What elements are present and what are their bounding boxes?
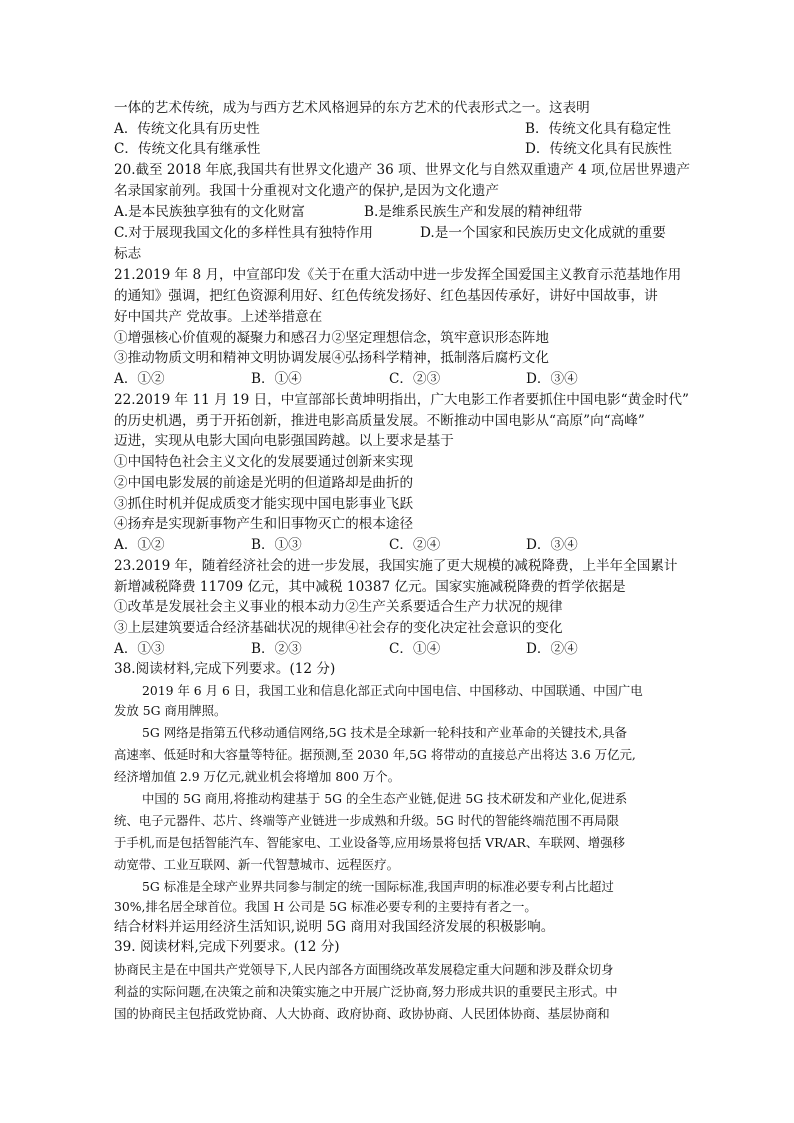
question-21-option-d: D．③④ <box>526 371 578 387</box>
question-19-option-a: A．传统文化具有历史性 <box>114 121 260 137</box>
question-19-stem-tail: 一体的艺术传统，成为与西方艺术风格迥异的东方艺术的代表形式之一。这表明 <box>114 100 590 116</box>
question-21-stem: 的通知》强调，把红色资源利用好、红色传统发扬好、红色基因传承好，讲好中国故事，讲 <box>114 288 658 304</box>
question-19-option-c: C．传统文化具有继承性 <box>114 141 261 157</box>
question-38-material-line: 动宽带、工业互联网、新一代智慧城市、远程医疗。 <box>114 857 399 872</box>
question-23-option-a: A．①③ <box>114 641 165 657</box>
question-19-option-d: D．传统文化具有民族性 <box>525 141 672 157</box>
question-22-statement: ③抓住时机并促成质变才能实现中国电影事业飞跃 <box>114 496 414 512</box>
question-38-material-line: 5G 网络是指第五代移动通信网络,5G 技术是全球新一轮科技和产业革命的关键技术,具备 <box>142 725 627 740</box>
question-38-material-line: 于手机,而是包括智能汽车、智能家电、工业设备等,应用场景将包括 VR/AR、车联网、增强移 <box>114 835 625 850</box>
question-19-option-b: B．传统文化具有稳定性 <box>525 121 671 137</box>
question-20-option-a: A.是本民族独享独有的文化财富 <box>114 204 305 220</box>
question-23-statement: ①改革是发展社会主义事业的根本动力②生产关系要适合生产力状况的规律 <box>114 599 563 615</box>
question-21-option-b: B．①④ <box>251 371 302 387</box>
question-23-stem: 23.2019 年，随着经济社会的进一步发展，我国实施了更大规模的减税降费，上半年全国累计 <box>114 558 678 574</box>
question-23-statement: ③上层建筑要适合经济基础状况的规律④社会存的变化决定社会意识的变化 <box>114 620 563 636</box>
question-38-material-line: 经济增加值 2.9 万亿元,就业机会将增加 800 万个。 <box>114 769 401 784</box>
question-20-option-d: D.是一个国家和民族历史文化成就的重要 <box>420 225 666 241</box>
question-22-stem: 的历史机遇，勇于开拓创新，推进电影高质量发展。不断推动中国电影从“高原”向“高峰” <box>114 413 645 429</box>
question-23-option-b: B．②③ <box>251 641 302 657</box>
question-22-option-b: B．①③ <box>251 537 302 553</box>
question-22-statement: ④扬弃是实现新事物产生和旧事物灭亡的根本途径 <box>114 516 414 532</box>
question-38-material-line: 30%,排名居全球首位。我国 H 公司是 5G 标准必要专利的主要持有者之一。 <box>114 899 537 914</box>
question-38-material-line: 发放 5G 商用牌照。 <box>114 703 227 718</box>
question-22-option-c: C．②④ <box>389 537 441 553</box>
question-38-material-line: 高速率、低延时和大容量等特征。据预测,至 2030 年,5G 将带动的直接总产出将达 3.6 万亿元, <box>114 747 636 762</box>
question-21-statement: ③推动物质文明和精神文明协调发展④弘扬科学精神，抵制落后腐朽文化 <box>114 350 549 366</box>
question-21-statement: ①增强核心价值观的凝聚力和感召力②坚定理想信念，筑牢意识形态阵地 <box>114 330 549 346</box>
question-22-stem: 迈进，实现从电影大国向电影强国跨越。以上要求是基于 <box>114 433 454 449</box>
question-22-statement: ②中国电影发展的前途是光明的但道路却是曲折的 <box>114 475 414 491</box>
question-39-heading: 39. 阅读材料,完成下列要求。(12 分) <box>114 939 340 955</box>
question-39-material-line: 利益的实际问题,在决策之前和决策实施之中开展广泛协商,努力形成共识的重要民主形式。中 <box>114 984 618 999</box>
question-21-stem: 好中国共产 党故事。上述举措意在 <box>114 309 323 325</box>
question-23-option-c: C．①④ <box>389 641 441 657</box>
question-23-stem: 新增减税降费 11709 亿元，其中减税 10387 亿元。国家实施减税降费的哲学依据是 <box>114 579 626 595</box>
question-38-material-line: 中国的 5G 商用,将推动构建基于 5G 的全生态产业链,促进 5G 技术研发和产业化,促进系 <box>142 791 628 806</box>
question-20-option-c: C.对于展现我国文化的多样性具有独特作用 <box>114 225 373 241</box>
question-20-stem: 20.截至 2018 年底,我国共有世界文化遗产 36 项、世界文化与自然双重遗产 4 项,位居世界遗产 <box>114 162 691 178</box>
question-22-option-d: D．③④ <box>526 537 578 553</box>
question-22-option-a: A．①② <box>114 537 165 553</box>
question-21-stem: 21.2019 年 8 月，中宣部印发《关于在重大活动中进一步发挥全国爱国主义教育示范基地作用 <box>114 267 682 283</box>
question-21-option-c: C．②③ <box>389 371 441 387</box>
question-23-option-d: D．②④ <box>526 641 578 657</box>
question-39-material-line: 协商民主是在中国共产党领导下,人民内部各方面围绕改革发展稳定重大问题和涉及群众切身 <box>114 962 614 977</box>
question-38-material-line: 统、电子元器件、芯片、终端等产业链进一步成熟和升级。5G 时代的智能终端范围不再局限 <box>114 813 619 828</box>
question-38-prompt: 结合材料并运用经济生活知识,说明 5G 商用对我国经济发展的积极影响。 <box>114 919 555 935</box>
question-22-statement: ①中国特色社会主义文化的发展要通过创新来实现 <box>114 454 414 470</box>
question-21-option-a: A．①② <box>114 371 165 387</box>
question-22-stem: 22.2019 年 11 月 19 日，中宣部部长黄坤明指出，广大电影工作者要抓住中国电影“黄金时代” <box>114 392 689 408</box>
question-20-option-b: B.是维系民族生产和发展的精神纽带 <box>364 204 583 220</box>
question-38-material-line: 5G 标准是全球产业界共同参与制定的统一国际标准,我国声明的标准必要专利占比超过 <box>142 879 614 894</box>
question-20-option-d-tail: 标志 <box>114 246 142 262</box>
question-38-heading: 38.阅读材料,完成下列要求。(12 分) <box>114 661 336 677</box>
question-38-material-line: 2019 年 6 月 6 日，我国工业和信息化部正式向中国电信、中国移动、中国联通、中国广电 <box>142 683 643 698</box>
question-39-material-line: 国的协商民主包括政党协商、人大协商、政府协商、政协协商、人民团体协商、基层协商和 <box>114 1006 610 1021</box>
question-20-stem: 名录国家前列。我国十分重视对文化遗产的保护,是因为文化遗产 <box>114 183 499 199</box>
